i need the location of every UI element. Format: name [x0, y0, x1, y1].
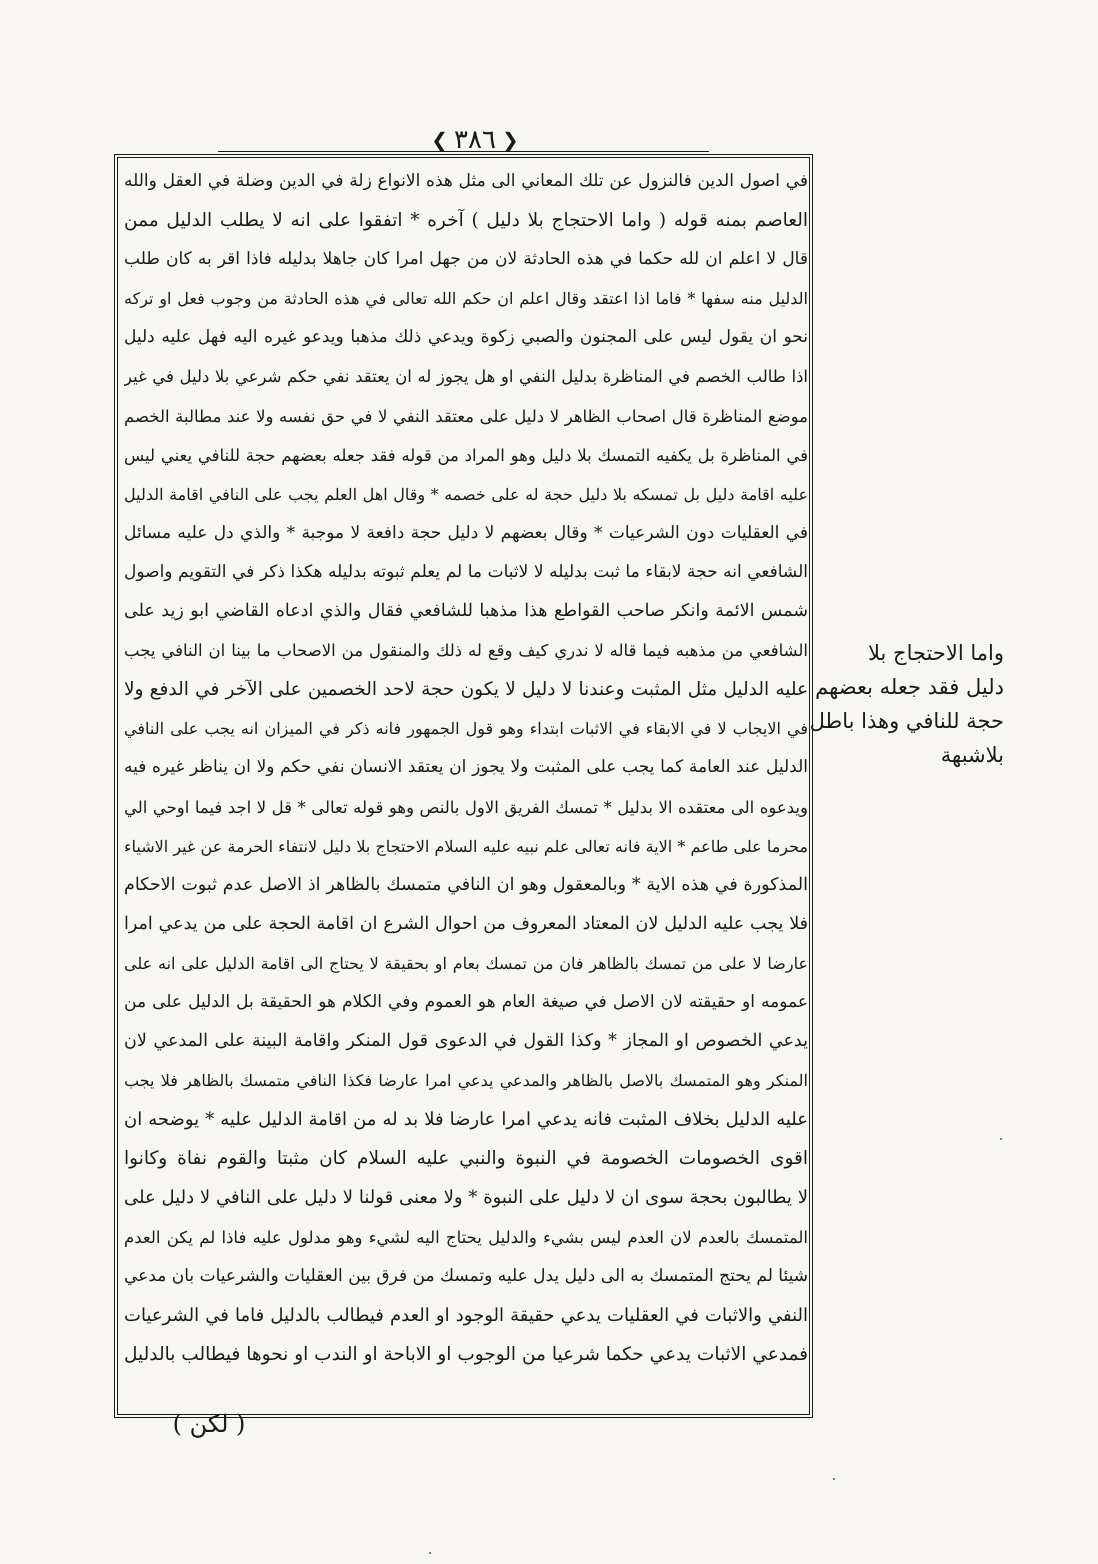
main-text — [124, 162, 808, 1412]
text-line: نحو ان يقول ليس على المجنون والصبي زكوة ويدعي ذلك مذهبا ويدعو غيره اليه فهل عليه دليل — [124, 327, 808, 348]
margin-note-line: دليل فقد جعله بعضهم — [815, 675, 1004, 699]
margin-note-line: بلاشبهة — [940, 743, 1004, 767]
page-number — [415, 122, 535, 158]
text-line: لا يطالبون بحجة سوى ان لا دليل على النبوة * ولا معنى قولنا لا دليل على النافي لا دليل على — [124, 1187, 808, 1209]
text-line: الدليل منه سفها * فاما اذا اعتقد وقال اعلم ان حكم الله تعالى في هذه الحادثة من وجوب فعل او تركه — [124, 289, 808, 309]
text-line: يدعي الخصوص او المجاز * وكذا القول في الدعوى قول المنكر واقامة البينة على المدعي لان — [124, 1031, 808, 1052]
text-line: شيئا لم يحتج المتمسك به الى دليل يدل عليه وتمسك من فرق بين العقليات والشرعيات بان مدعي — [124, 1265, 808, 1286]
text-line: اذا طالب الخصم في المناظرة بدليل النفي او هل يجوز له ان يعتقد نفي حكم شرعي بلا دليل في غير — [124, 367, 808, 387]
text-line: العاصم بمنه قوله ( واما الاحتجاج بلا دليل ) آخره * اتفقوا على انه لا يطلب الدليل ممن — [124, 210, 808, 232]
text-line: عارضا لا على من تمسك بالظاهر فان من تمسك بعام او بحقيقة لا يحتاج الى اقامة الدليل على انه على — [124, 953, 808, 973]
text-line: عليه اقامة دليل بل تمسكه بلا دليل حجة له على خصمه * وقال اهل العلم يجب على النافي اقامة الدليل — [124, 484, 808, 504]
text-line: فلا يجب عليه الدليل لان المعتاد المعروف من احوال الشرع ان اقامة الحجة على من يدعي امرا — [124, 913, 808, 934]
text-line: محرما على طاعم * الاية فانه تعالى علم نبيه عليه السلام الاحتجاج بلا دليل لانتفاء الحرمة عن غير الاشياء — [124, 836, 808, 856]
text-line: الدليل عند العامة كما يجب على المثبت ولا يجوز ان يعتقد الانسان نفي حكم ولا ان يناظر غيره فيه — [124, 757, 808, 778]
text-line: عمومه او حقيقته لان الاصل في صيغة العام هو العموم وفي الكلام هو الحقيقة بل الدليل على من — [124, 991, 808, 1012]
text-line: في الايجاب لا في الابقاء في الاثبات ابتداء وهو قول الجمهور فانه ذكر في الميزان انه يجب على النافي — [124, 719, 808, 739]
speck-mark — [1000, 1138, 1002, 1140]
text-line: عليه الدليل مثل المثبت وعندنا لا دليل لا يكون حجة لاحد الخصمين على الآخر في الدفع ولا — [124, 679, 808, 701]
text-line: اقوى الخصومات الخصومة في النبوة والنبي عليه السلام كان مثبتا والقوم نفاة وكانوا — [124, 1148, 808, 1170]
speck-mark — [429, 1552, 431, 1554]
catchword: ( لكن ) — [172, 1410, 246, 1438]
text-line: قال لا اعلم ان لله حكما في هذه الحادثة لان من جهل امرا كان جاهلا بدليله فاذا اقر به كان طلب — [124, 249, 808, 270]
text-line: المذكورة في هذه الاية * وبالمعقول وهو ان النافي متمسك بالظاهر اذ الاصل عدم ثبوت الاحكام — [124, 874, 808, 895]
text-line: المنكر وهو المتمسك بالاصل بالظاهر والمدعي يدعي امرا عارضا فكذا النافي متمسك بالظاهر فلا يجب — [124, 1071, 808, 1091]
margin-note-line: واما الاحتجاج بلا — [868, 641, 1004, 665]
ornament-left-icon: ❮ — [431, 128, 449, 152]
text-line: الشافعي من مذهبه فيما قاله لا ندري كيف وقع له ذلك والمنقول من الاصحاب ما بينا ان النافي يجب — [124, 641, 808, 661]
text-line: في اصول الدين فالنزول عن تلك المعاني الى مثل هذه الانواع زلة في الدين وضلة في العقل والله — [124, 171, 808, 191]
text-line: الشافعي انه حجة لابقاء ما ثبت بدليله لا لاثبات ما لم يعلم ثبوته بدليله هكذا ذكر في التقويم واصول — [124, 561, 808, 582]
speck-mark — [833, 1478, 835, 1480]
text-line: موضع المناظرة قال اصحاب الظاهر لا دليل على معتقد النفي لا في حق نفسه ولا عند مطالبة الخصم — [124, 406, 808, 426]
text-line: فمدعي الاثبات يدعي حكما شرعيا من الوجوب او الاباحة او الندب او نحوها فيطالب بالدليل — [124, 1343, 808, 1365]
ornament-right-icon: ❯ — [501, 128, 519, 152]
text-line: شمس الائمة وانكر صاحب القواطع هذا مذهبا للشافعي فقال والذي ادعاه القاضي ابو زيد على — [124, 601, 808, 622]
text-line: ويدعوه الى معتقده الا بدليل * تمسك الفريق الاول بالنص وهو قوله تعالى * قل لا اجد فيما اوحي الي — [124, 797, 808, 817]
text-line: عليه الدليل بخلاف المثبت فانه يدعي امرا عارضا فلا بد له من اقامة الدليل عليه * يوضحه ان — [124, 1109, 808, 1131]
text-line: النفي والاثبات في العقليات يدعي حقيقة الوجود او العدم فيطالب بالدليل فاما في الشرعيات — [124, 1304, 808, 1326]
margin-note — [809, 636, 1004, 772]
text-line: في المناظرة بل يكفيه التمسك بلا دليل وهو المراد من قوله فقد جعله بعضهم حجة للنافي يعني ليس — [124, 445, 808, 465]
text-line: في العقليات دون الشرعيات * وقال بعضهم لا دليل حجة دافعة لا موجبة * والذي دل عليه مسائل — [124, 522, 808, 543]
page-number-value: ٣٨٦ — [454, 125, 496, 155]
margin-note-line: حجة للنافي وهذا باطل — [809, 709, 1004, 733]
text-line: المتمسك بالعدم لان العدم ليس بشيء والدليل يحتاج اليه لشيء وهو مدلول عليه فاذا لم يكن العدم — [124, 1227, 808, 1247]
